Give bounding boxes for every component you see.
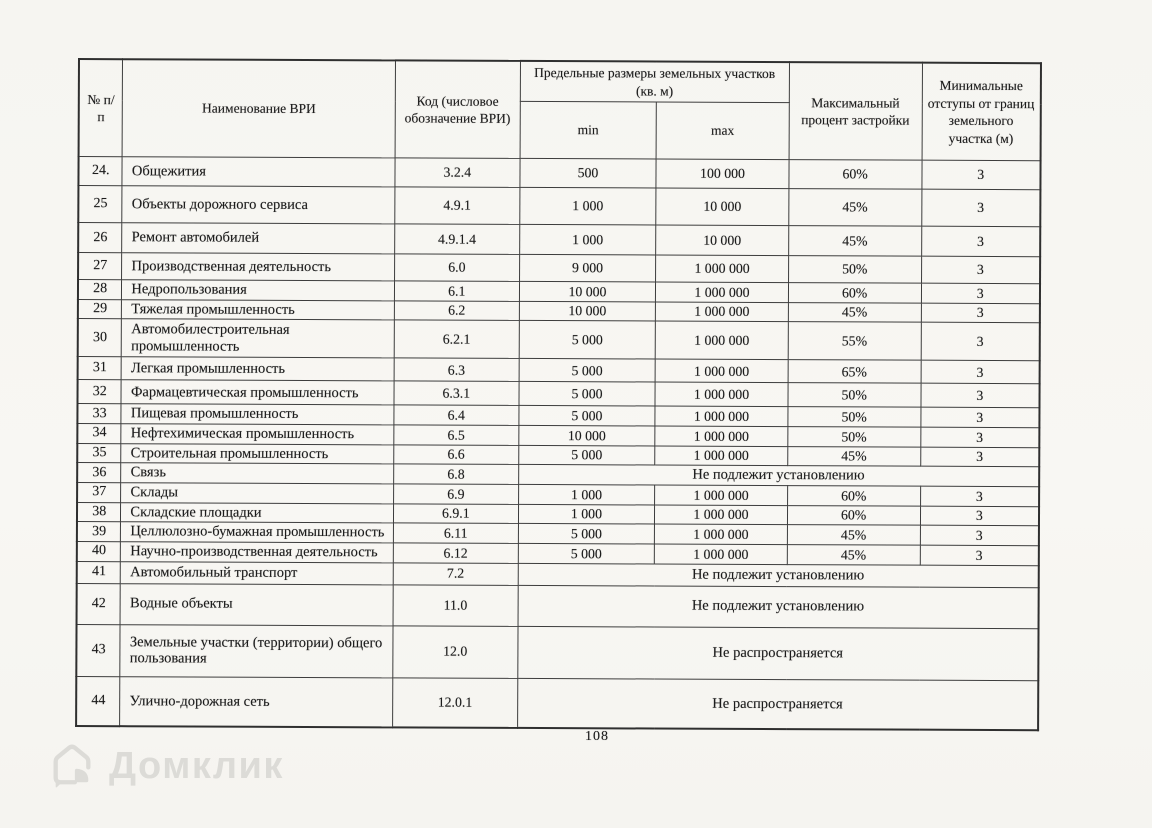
table-row [78, 223, 1040, 257]
cell-pct: 60% [787, 486, 920, 506]
cell-pct: 45% [789, 189, 922, 227]
table-row [77, 583, 1039, 628]
table-row [78, 157, 1040, 190]
cell-off: 3 [922, 160, 1041, 190]
cell-max: 1 000 000 [655, 321, 788, 360]
cell-off: 3 [920, 526, 1039, 546]
cell-name: Нефтехимическая промышленность [121, 424, 394, 445]
cell-span: Не подлежит установлению [518, 585, 1039, 628]
cell-min: 10 000 [519, 301, 656, 321]
cell-min: 10 000 [519, 282, 656, 302]
cell-max: 1 000 000 [655, 382, 788, 407]
cell-off: 3 [921, 189, 1040, 227]
vri-regulations-table [75, 58, 1042, 732]
header-name: Наименование ВРИ [122, 59, 395, 158]
cell-pct: 50% [788, 407, 921, 427]
cell-pct: 50% [788, 256, 921, 284]
cell-max: 1 000 000 [655, 446, 788, 466]
cell-min: 5 000 [518, 524, 655, 544]
cell-max: 1 000 000 [655, 505, 788, 525]
cell-max: 1 000 000 [655, 426, 788, 446]
header-offsets: Минимальные отступы от границ земельного участка (м) [922, 63, 1041, 161]
cell-off: 3 [920, 545, 1039, 565]
cell-pct: 50% [788, 383, 921, 408]
cell-num: 33 [77, 404, 121, 424]
cell-num: 34 [77, 424, 121, 444]
cell-name: Автомобильный транспорт [121, 562, 394, 585]
cell-max: 1 000 000 [656, 255, 789, 283]
cell-num: 44 [76, 676, 120, 726]
cell-name: Целлюлозно-бумажная промышленность [121, 522, 394, 543]
cell-pct: 45% [788, 226, 921, 257]
cell-num: 39 [77, 522, 121, 542]
cell-off: 3 [921, 226, 1040, 257]
cell-min: 5 000 [519, 359, 656, 383]
cell-max: 1 000 000 [655, 406, 788, 426]
cell-num: 37 [77, 483, 121, 503]
table-header [79, 59, 1041, 161]
cell-code: 6.4 [394, 405, 519, 425]
header-max: max [656, 102, 789, 160]
cell-off: 3 [920, 408, 1039, 428]
cell-name: Водные объекты [120, 584, 393, 626]
cell-name: Автомобилестроительная промышленность [122, 319, 395, 358]
cell-code: 7.2 [393, 563, 518, 586]
cell-max: 1 000 000 [655, 485, 788, 505]
cell-name: Объекты дорожного сервиса [122, 186, 395, 224]
cell-code: 6.2 [394, 301, 519, 321]
cell-num: 41 [77, 561, 121, 583]
cell-min: 5 000 [518, 544, 655, 564]
cell-off: 3 [921, 384, 1040, 409]
cell-num: 25 [78, 186, 122, 223]
cell-span: Не распространяется [517, 678, 1038, 730]
cell-code: 6.2.1 [394, 320, 519, 359]
cell-code: 6.11 [393, 523, 518, 543]
cell-num: 43 [76, 624, 120, 676]
cell-pct: 60% [788, 283, 921, 303]
table-row [78, 186, 1040, 227]
cell-pct: 45% [787, 446, 920, 466]
cell-num: 26 [78, 223, 122, 253]
table-row [78, 253, 1040, 284]
header-size-group: Предельные размеры земельных участков (кв. м) [520, 61, 789, 103]
cell-min: 1 000 [519, 188, 656, 226]
cell-num: 38 [77, 502, 121, 522]
cell-max: 1 000 000 [656, 302, 789, 322]
watermark-label: Домклик [109, 745, 284, 787]
cell-code: 6.9.1 [393, 504, 518, 524]
cell-min: 500 [520, 159, 657, 189]
cell-off: 3 [921, 323, 1040, 362]
cell-code: 6.5 [394, 425, 519, 445]
cell-code: 12.0.1 [393, 678, 518, 729]
cell-code: 4.9.1.4 [395, 224, 520, 255]
cell-code: 3.2.4 [395, 158, 520, 188]
cell-num: 27 [78, 253, 122, 280]
cell-name: Связь [121, 463, 394, 484]
cell-name: Фармацевтическая промышленность [121, 380, 394, 405]
cell-pct: 45% [788, 302, 921, 322]
cell-code: 6.9 [393, 484, 518, 504]
table-row [76, 624, 1038, 680]
cell-off: 3 [921, 361, 1040, 385]
cell-span: Не подлежит установлению [518, 563, 1039, 587]
cell-name: Улично-дорожная сеть [120, 677, 393, 728]
cell-num: 28 [78, 280, 122, 300]
cell-code: 6.6 [394, 445, 519, 465]
cell-name: Тяжелая промышленность [122, 299, 395, 320]
cell-pct: 60% [789, 160, 922, 190]
cell-code: 6.3 [394, 358, 519, 382]
cell-name: Производственная деятельность [122, 253, 395, 281]
cell-max: 100 000 [656, 159, 789, 189]
cell-min: 1 000 [518, 485, 655, 505]
cell-max: 1 000 000 [656, 282, 789, 302]
cell-name: Ремонт автомобилей [122, 223, 395, 254]
cell-num: 35 [77, 443, 121, 463]
header-min: min [520, 102, 657, 160]
cell-num: 30 [78, 319, 122, 357]
cell-pct: 50% [788, 427, 921, 447]
domclick-house-icon [48, 740, 96, 793]
table-row [76, 676, 1038, 730]
header-num: № п/п [79, 59, 123, 157]
cell-pct: 45% [787, 525, 920, 545]
cell-pct: 55% [788, 322, 921, 361]
cell-name: Пищевая промышленность [121, 404, 394, 425]
cell-code: 6.8 [394, 464, 519, 484]
cell-min: 5 000 [518, 445, 655, 465]
cell-num: 36 [77, 463, 121, 483]
cell-num: 29 [78, 299, 122, 319]
cell-num: 32 [77, 380, 121, 404]
cell-name: Легкая промышленность [122, 357, 395, 381]
domclick-watermark [48, 740, 284, 793]
cell-off: 3 [920, 506, 1039, 526]
cell-min: 5 000 [519, 406, 656, 426]
cell-name: Строительная промышленность [121, 443, 394, 464]
table-row [78, 319, 1040, 361]
page-number: 108 [585, 729, 609, 744]
cell-span: Не подлежит установлению [518, 465, 1039, 487]
cell-name: Земельные участки (территории) общего пользования [120, 625, 393, 678]
cell-name: Научно-производственная деятельность [121, 542, 394, 563]
cell-min: 1 000 [519, 225, 656, 256]
cell-off: 3 [920, 427, 1039, 447]
cell-pct: 45% [787, 545, 920, 565]
cell-name: Общежития [122, 157, 395, 187]
cell-num: 24. [78, 157, 122, 186]
cell-min: 5 000 [519, 382, 656, 407]
header-code: Код (числовое обозначение ВРИ) [395, 60, 520, 158]
cell-max: 1 000 000 [655, 359, 788, 383]
cell-min: 1 000 [518, 504, 655, 524]
cell-num: 42 [77, 583, 121, 624]
cell-code: 6.12 [393, 543, 518, 563]
cell-name: Недропользования [122, 280, 395, 301]
cell-max: 10 000 [656, 225, 789, 256]
cell-name: Складские площадки [121, 502, 394, 523]
cell-pct: 65% [788, 360, 921, 384]
cell-code: 4.9.1 [395, 187, 520, 225]
cell-min: 5 000 [519, 321, 656, 360]
cell-off: 3 [921, 283, 1040, 303]
cell-code: 12.0 [393, 626, 518, 679]
cell-max: 1 000 000 [655, 524, 788, 544]
cell-code: 6.0 [394, 254, 519, 282]
header-percent: Максимальный процент застройки [789, 62, 922, 160]
table-body [76, 157, 1040, 731]
cell-pct: 60% [787, 505, 920, 525]
cell-min: 9 000 [519, 255, 656, 283]
cell-off: 3 [920, 486, 1039, 506]
cell-num: 40 [77, 542, 121, 562]
cell-span: Не распространяется [518, 626, 1039, 680]
cell-code: 6.3.1 [394, 381, 519, 406]
cell-name: Склады [121, 483, 394, 504]
cell-max: 1 000 000 [655, 544, 788, 564]
cell-min: 10 000 [519, 426, 656, 446]
cell-off: 3 [920, 447, 1039, 467]
cell-off: 3 [921, 303, 1040, 323]
cell-max: 10 000 [656, 188, 789, 226]
cell-code: 11.0 [393, 585, 518, 627]
cell-off: 3 [921, 256, 1040, 284]
cell-code: 6.1 [394, 281, 519, 301]
cell-num: 31 [78, 357, 122, 380]
